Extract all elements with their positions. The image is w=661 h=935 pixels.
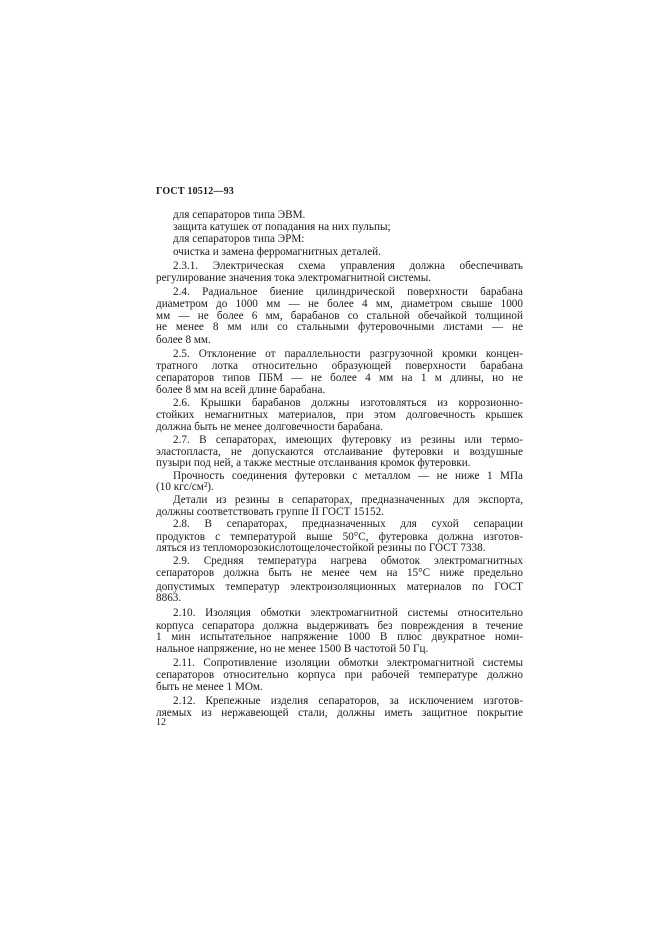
text-line: должна быть не менее долговечности барабана. [156,421,383,433]
text-line: Детали из резины в сепараторах, предназначенных для экспорта, [173,494,523,506]
text-line: диаметром до 1000 мм — не более 4 мм, диаметром свыше 1000 [156,298,523,310]
text-line: Прочность соединения футеровки с металлом — не ниже 1 МПа [173,470,523,482]
page-number: 12 [156,717,166,728]
text-line: для сепараторов типа ЭРМ: [173,233,305,245]
text-line: пузыри под ней, а также местные отслаивания кромок футеровки. [156,457,471,469]
text-line: очистка и замена ферромагнитных деталей. [173,246,381,258]
text-line: мм — не более 6 мм, барабанов со стальной обечайкой толщиной [156,310,523,322]
text-line: более 8 мм на всей длине барабана. [156,384,326,396]
text-line: сепараторов должна быть не менее чем на 15°С ниже предельно [156,567,523,579]
text-line: 8863. [156,592,182,604]
text-line: продуктов с температурой выше 50°С, футеровка должна изготов- [156,531,523,543]
text-line: стойких немагнитных материалов, при этом долговечность крышек [156,409,523,421]
text-line: нальное напряжение, но не менее 1500 В частотой 50 Гц. [156,643,429,655]
text-line: 2.6. Крышки барабанов должны изготовляться из коррозионно- [173,397,523,409]
text-line: не менее 8 мм или со стальными футеровочными листами — не [156,321,523,333]
text-line: должны соответствовать группе II ГОСТ 15152. [156,506,384,518]
text-line: корпуса сепаратора должна выдерживать без повреждения в течение [156,620,523,632]
text-line: (10 кгс/см²). [156,481,214,493]
document-header: ГОСТ 10512—93 [156,186,235,197]
text-line: защита катушек от попадания на них пульпы; [173,221,391,233]
text-line: сепараторов типов ПБМ — не более 4 мм на 1 м длины, но не [156,372,523,384]
text-line: 2.8. В сепараторах, предназначенных для сухой сепарации [173,518,523,530]
text-line: быть не менее 1 МОм. [156,681,263,693]
text-line: сепараторов относительно корпуса при рабочей температуре должно [156,669,523,681]
text-line: 2.4. Радиальное биение цилиндрической поверхности барабана [173,286,523,298]
text-line: ляться из тепломорозокислотощелочестойкой резины по ГОСТ 7338. [156,542,486,554]
text-line: ляемых из нержавеющей стали, должны иметь защитное покрытие [156,707,523,719]
text-line: 2.9. Средняя температура нагрева обмоток электромагнитных [173,555,523,567]
text-line: 2.3.1. Электрическая схема управления должна обеспечивать [173,260,523,272]
text-line: допустимых температур электроизоляционных материалов по ГОСТ [156,581,523,593]
text-line: 1 мин испытательное напряжение 1000 В плюс двукратное номи- [156,631,523,643]
text-line: 2.11. Сопротивление изоляции обмотки электромагнитной системы [173,657,523,669]
text-line: для сепараторов типа ЭВМ. [173,209,306,221]
text-line: 2.7. В сепараторах, имеющих футеровку из резины или термо- [173,434,523,446]
text-line: 2.12. Крепежные изделия сепараторов, за исключением изготов- [173,695,523,707]
text-line: регулирование значения тока электромагнитной системы. [156,272,432,284]
text-line: тратного лотка относительно образующей поверхности барабана [156,360,523,372]
text-line: 2.10. Изоляция обмотки электромагнитной системы относительно [173,607,523,619]
text-line: 2.5. Отклонение от параллельности разгрузочной кромки концен- [173,348,523,360]
text-line: эластопласта, не допускаются отслаивание футеровки и воздушные [156,446,523,458]
text-line: более 8 мм. [156,334,211,346]
